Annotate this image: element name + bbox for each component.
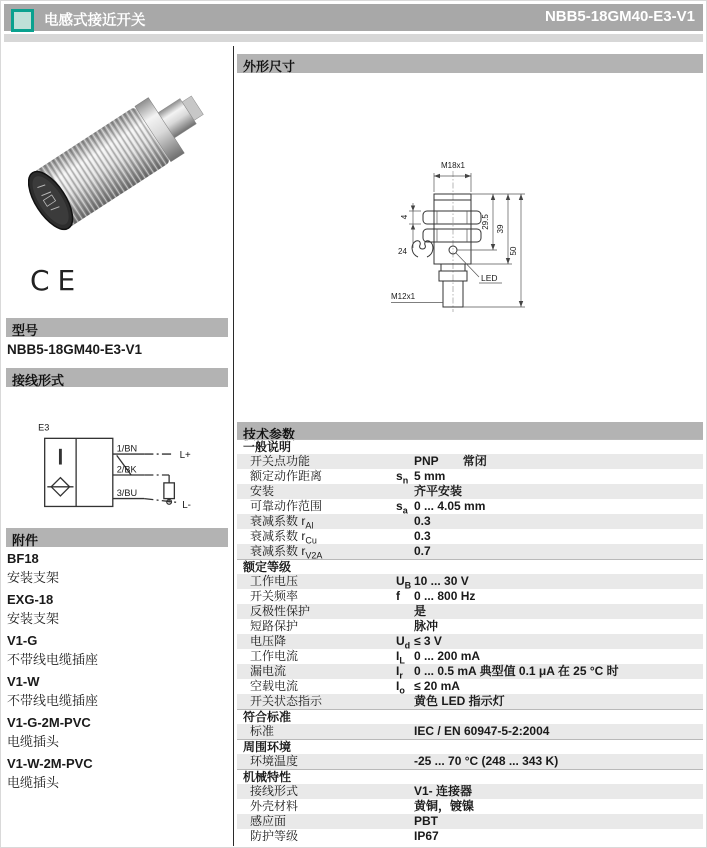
spec-label: 开关状态指示 <box>250 694 323 708</box>
accessory-model: V1-W-2M-PVC <box>7 756 93 771</box>
spec-value: 齐平安装 <box>414 484 463 498</box>
spec-value: 黄色 LED 指示灯 <box>414 694 505 708</box>
sensor-body <box>28 77 206 236</box>
column-divider <box>233 46 234 846</box>
wiring-pin2-label: 2/BK <box>116 464 137 475</box>
accessory-item <box>7 590 227 631</box>
spec-symbol <box>396 529 414 544</box>
spec-value: V1- 连接器 <box>414 784 473 798</box>
spec-row <box>237 589 703 604</box>
dim-nut-height: 4 <box>400 214 409 220</box>
spec-row <box>237 514 703 529</box>
spec-row <box>237 649 703 664</box>
spec-row <box>237 784 703 799</box>
header-substrip <box>4 34 703 42</box>
spec-symbol: $I_o$ <box>396 679 405 696</box>
spec-row <box>237 544 703 559</box>
spec-value: 0.3 <box>414 529 431 543</box>
spec-label: 漏电流 <box>250 664 287 678</box>
spec-symbol: $s_n$ <box>396 469 409 486</box>
wiring-type-label: E3 <box>38 422 50 433</box>
spec-value: IP67 <box>414 829 439 843</box>
spec-symbol: $I_r$ <box>396 664 403 681</box>
left-column <box>6 46 228 846</box>
accessories-list <box>7 549 227 795</box>
spec-value: 0 ... 0.5 mA 典型值 0.1 μA 在 25 °C 时 <box>414 664 619 678</box>
spec-label: 开关频率 <box>250 589 299 603</box>
spec-group-header: 机械特性 <box>237 769 703 784</box>
spec-row <box>237 574 703 589</box>
section-header-accessories: 附件 <box>6 528 228 547</box>
spec-symbol <box>396 604 414 619</box>
spec-value: 0 ... 4.05 mm <box>414 499 486 513</box>
accessory-model: V1-G-2M-PVC <box>7 715 91 730</box>
section-header-connection: 接线形式 <box>6 368 228 387</box>
spec-symbol <box>396 799 414 814</box>
spec-label: 环境温度 <box>250 754 299 768</box>
spec-label: 衰减系数 $r_{Cu}$ <box>250 529 317 546</box>
load-resistor-symbol <box>164 483 174 499</box>
spec-row <box>237 499 703 514</box>
spec-row <box>237 724 703 739</box>
right-column <box>237 46 703 846</box>
spec-row <box>237 604 703 619</box>
spec-group-header: 周围环境 <box>237 739 703 754</box>
spec-label: 衰减系数 $r_{Al}$ <box>250 514 314 531</box>
dim-29-5: 29.5 <box>481 214 490 230</box>
spec-row <box>237 454 703 469</box>
spec-row <box>237 469 703 484</box>
accessory-item <box>7 754 227 795</box>
dim-wrench-size: 24 <box>398 247 407 256</box>
spec-symbol <box>396 484 414 499</box>
accessory-model: EXG-18 <box>7 592 54 607</box>
spec-row <box>237 694 703 709</box>
spec-value: ≤ 3 V <box>414 634 442 648</box>
ce-mark: CE <box>30 264 84 297</box>
spec-symbol <box>396 619 414 634</box>
spec-label: 开关点功能 <box>250 454 311 468</box>
spec-symbol <box>396 829 414 844</box>
spec-label: 感应面 <box>250 814 287 828</box>
top-header-bar <box>4 4 703 31</box>
spec-row <box>237 799 703 814</box>
spec-row <box>237 814 703 829</box>
accessory-desc: 电缆插头 <box>7 775 60 790</box>
spec-symbol <box>396 724 414 739</box>
dim-thread-bottom: M12x1 <box>391 292 416 301</box>
spec-label: 可靠动作范围 <box>250 499 323 513</box>
spec-value: 0.7 <box>414 544 431 558</box>
spec-label: 短路保护 <box>250 619 299 633</box>
accessory-desc: 不带线电缆插座 <box>7 693 99 708</box>
spec-symbol <box>396 694 414 709</box>
spec-row <box>237 829 703 844</box>
spec-value: 是 <box>414 604 427 618</box>
spec-row <box>237 619 703 634</box>
header-model-number: NBB5-18GM40-E3-V1 <box>544 8 695 25</box>
section-header-model: 型号 <box>6 318 228 337</box>
spec-row <box>237 529 703 544</box>
spec-value: PBT <box>414 814 438 828</box>
spec-label: 空载电流 <box>250 679 299 693</box>
tech-table <box>237 439 703 844</box>
wiring-lplus-label: L+ <box>179 449 191 461</box>
spec-label: 防护等级 <box>250 829 299 843</box>
spec-label: 工作电流 <box>250 649 299 663</box>
spec-value: ≤ 20 mA <box>414 679 460 693</box>
spec-row <box>237 664 703 679</box>
spec-symbol <box>396 544 414 559</box>
spec-value: 5 mm <box>414 469 446 483</box>
wiring-pin1-label: 1/BN <box>116 443 138 454</box>
spec-label: 安装 <box>250 484 275 498</box>
spec-label: 工作电压 <box>250 574 299 588</box>
accessory-item <box>7 549 227 590</box>
accessory-model: BF18 <box>7 551 39 566</box>
spec-row <box>237 679 703 694</box>
spec-value-secondary: 常闭 <box>462 454 487 468</box>
spec-row <box>237 484 703 499</box>
spec-group-header: 符合标准 <box>237 709 703 724</box>
spec-symbol <box>396 814 414 829</box>
accessory-item <box>7 713 227 754</box>
accessory-model: V1-G <box>7 633 38 648</box>
inductive-sensor-symbol <box>47 478 73 496</box>
led-label: LED <box>481 273 498 283</box>
spec-symbol: $U_B$ <box>396 574 412 591</box>
spec-value: PNP 常闭 <box>414 454 487 468</box>
spec-symbol <box>396 784 414 799</box>
dim-50: 50 <box>509 246 518 256</box>
accessory-desc: 安装支架 <box>7 570 60 585</box>
wiring-lminus-label: L- <box>182 499 191 511</box>
dim-thread-top: M18x1 <box>440 161 466 170</box>
spec-symbol: f <box>396 589 400 603</box>
spec-label: 标准 <box>250 724 275 738</box>
mounting-nuts <box>423 211 481 242</box>
spec-symbol <box>396 754 414 769</box>
spec-label: 额定动作距离 <box>250 469 323 483</box>
spec-value: -25 ... 70 °C (248 ... 343 K) <box>414 754 559 768</box>
spec-label: 外壳材料 <box>250 799 299 813</box>
spec-symbol <box>396 454 414 469</box>
spec-symbol: $I_L$ <box>396 649 405 666</box>
dimension-drawing <box>387 156 597 316</box>
spec-group-header: 额定等级 <box>237 559 703 574</box>
accessory-desc: 不带线电缆插座 <box>7 652 99 667</box>
accessory-item <box>7 631 227 672</box>
spec-value: 黄铜，镀镍 <box>414 799 475 813</box>
accessory-item <box>7 672 227 713</box>
spec-group-header: 一般说明 <box>237 439 703 454</box>
product-photo <box>28 58 206 250</box>
spec-value: 0 ... 800 Hz <box>414 589 476 603</box>
section-header-dimensions: 外形尺寸 <box>237 54 703 73</box>
spec-symbol: $U_d$ <box>396 634 411 651</box>
accessory-desc: 安装支架 <box>7 611 60 626</box>
spec-value: 0.3 <box>414 514 431 528</box>
spec-row <box>237 754 703 769</box>
brand-square-icon <box>11 9 34 32</box>
spec-label: 电压降 <box>250 634 287 648</box>
spec-label: 接线形式 <box>250 784 299 798</box>
spec-row <box>237 634 703 649</box>
spec-label: 反极性保护 <box>250 604 311 618</box>
spec-value: 0 ... 200 mA <box>414 649 481 663</box>
accessory-model: V1-W <box>7 674 40 689</box>
dim-39: 39 <box>496 224 505 234</box>
spec-value: IEC / EN 60947-5-2:2004 <box>414 724 550 738</box>
spec-value: 10 ... 30 V <box>414 574 469 588</box>
wiring-diagram <box>34 420 206 513</box>
accessory-desc: 电缆插头 <box>7 734 60 749</box>
spec-symbol <box>396 514 414 529</box>
model-number: NBB5-18GM40-E3-V1 <box>7 342 143 357</box>
page-title: 电感式接近开关 <box>44 13 146 29</box>
spec-label: 衰减系数 $r_{V2A}$ <box>250 544 323 561</box>
wrench-symbol <box>412 241 433 257</box>
section-header-tech: 技术参数 <box>237 422 703 439</box>
spec-value: 脉冲 <box>414 619 439 633</box>
wiring-pin3-label: 3/BU <box>116 487 138 498</box>
spec-symbol: $s_a$ <box>396 499 408 516</box>
